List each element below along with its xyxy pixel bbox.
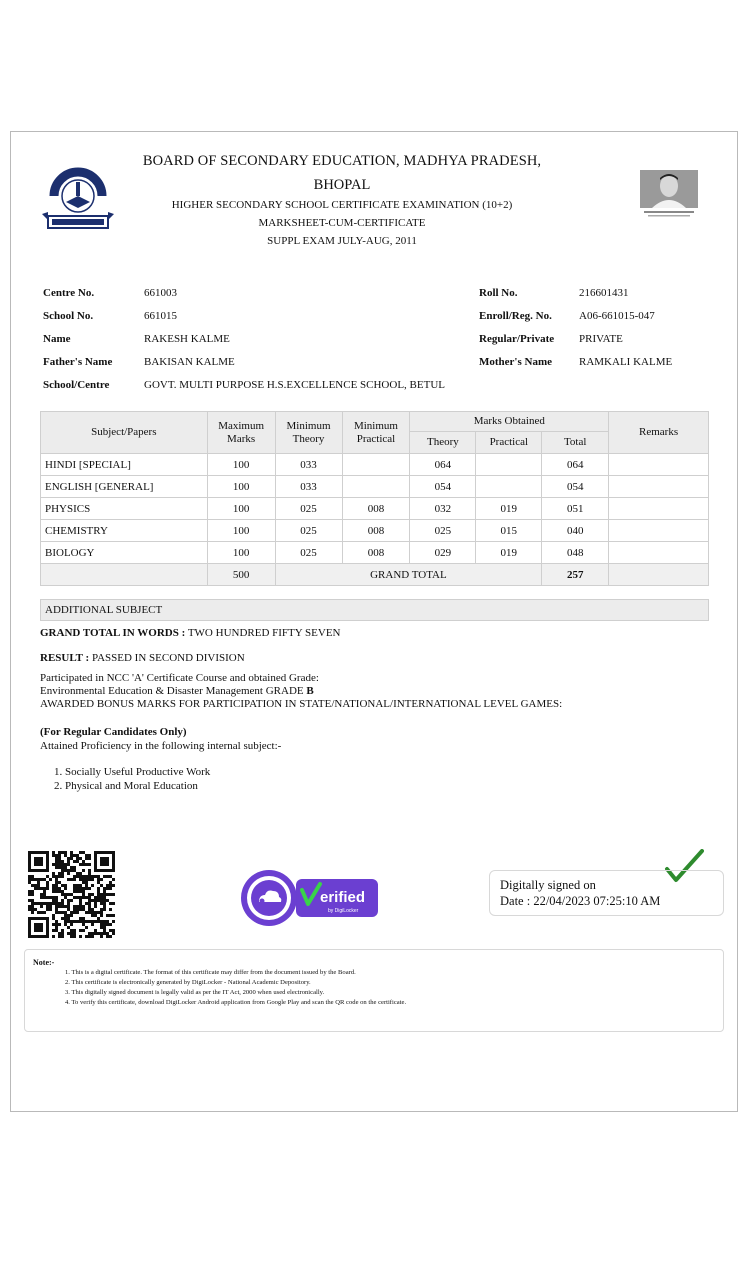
cell-min-theory: 025 <box>275 520 342 542</box>
cell-subject: HINDI [SPECIAL] <box>41 454 208 476</box>
cell-theory: 029 <box>410 542 476 564</box>
cell-remarks <box>609 476 709 498</box>
note-item: 3. This digitally signed document is legally valid as per the IT Act, 2000 when used electronically. <box>65 989 325 996</box>
signed-on-label: Digitally signed on <box>500 878 596 892</box>
table-row <box>41 542 709 564</box>
father-name-label: Father's Name <box>43 356 113 368</box>
result-value: PASSED IN SECOND DIVISION <box>89 652 245 664</box>
header-marks-obtained: Marks Obtained <box>410 412 609 432</box>
header-max-marks: Maximum Marks <box>207 412 275 454</box>
cell-theory: 054 <box>410 476 476 498</box>
table-row <box>41 476 709 498</box>
enroll-label: Enroll/Reg. No. <box>479 310 552 322</box>
cell-min-practical: 008 <box>342 520 410 542</box>
school-centre-label: School/Centre <box>43 379 110 391</box>
exam-title: HIGHER SECONDARY SCHOOL CERTIFICATE EXAMINATION (10+2) <box>171 199 513 211</box>
header-remarks: Remarks <box>609 412 709 454</box>
mother-name-value: RAMKALI KALME <box>579 356 673 368</box>
cell-practical: 019 <box>476 542 542 564</box>
header-theory: Theory <box>410 432 476 454</box>
note-item: 1. This is a digital certificate. The format of this certificate may differ from the document issued by the Board. <box>65 969 356 976</box>
signed-date: Date : 22/04/2023 07:25:10 AM <box>500 894 661 908</box>
verified-word: erified <box>320 889 366 906</box>
header-practical: Practical <box>476 432 542 454</box>
cell-max: 100 <box>207 542 275 564</box>
additional-subject-header: ADDITIONAL SUBJECT <box>40 599 709 621</box>
cell-min-practical: 008 <box>342 542 410 564</box>
cell-remarks <box>609 498 709 520</box>
table-row <box>41 498 709 520</box>
enroll-value: A06-661015-047 <box>579 310 655 322</box>
mother-name-label: Mother's Name <box>479 356 553 368</box>
cell-min-theory: 025 <box>275 498 342 520</box>
grand-total-words-value: TWO HUNDRED FIFTY SEVEN <box>185 627 341 639</box>
grand-total-value: 257 <box>542 564 609 586</box>
cell-total: 051 <box>542 498 609 520</box>
cell-max: 100 <box>207 498 275 520</box>
board-city: BHOPAL <box>313 177 371 193</box>
name-label: Name <box>43 333 71 345</box>
school-label: School No. <box>43 310 94 322</box>
digital-signature-box <box>489 870 724 916</box>
grand-total-row <box>41 564 709 586</box>
cell-theory: 064 <box>410 454 476 476</box>
name-value: RAKESH KALME <box>144 333 230 345</box>
cell-remarks <box>609 454 709 476</box>
note-list <box>65 968 406 1008</box>
cell-min-theory: 025 <box>275 542 342 564</box>
cell-max: 100 <box>207 520 275 542</box>
cell-total: 064 <box>542 454 609 476</box>
marks-table <box>40 411 709 586</box>
centre-value: 661003 <box>144 287 177 299</box>
school-centre-value: GOVT. MULTI PURPOSE H.S.EXCELLENCE SCHOOL, BETUL <box>144 379 445 391</box>
cell-min-practical: 008 <box>342 498 410 520</box>
header-min-practical: Minimum Practical <box>342 412 410 454</box>
cell-subject: CHEMISTRY <box>41 520 208 542</box>
cell-practical: 015 <box>476 520 542 542</box>
grand-total-words <box>40 627 341 639</box>
grand-total-label: GRAND TOTAL <box>275 564 542 586</box>
centre-label: Centre No. <box>43 287 95 299</box>
note-title: Note:- <box>33 958 55 967</box>
header-total: Total <box>542 432 609 454</box>
proficiency-line: Attained Proficiency in the following internal subject:- <box>40 740 282 752</box>
cell-subject: ENGLISH [GENERAL] <box>41 476 208 498</box>
table-row <box>41 520 709 542</box>
cell-practical: 019 <box>476 498 542 520</box>
table-row <box>41 454 709 476</box>
cell-practical <box>476 454 542 476</box>
result-line <box>40 652 245 664</box>
father-name-value: BAKISAN KALME <box>144 356 235 368</box>
header-min-theory: Minimum Theory <box>275 412 342 454</box>
cell-total: 040 <box>542 520 609 542</box>
internal-subject-1: 1. Socially Useful Productive Work <box>54 766 211 778</box>
regular-private-label: Regular/Private <box>479 333 555 345</box>
digilocker-verified-badge <box>240 868 380 928</box>
env-line <box>40 685 314 697</box>
board-title: BOARD OF SECONDARY EDUCATION, MADHYA PRADESH, <box>142 153 542 169</box>
roll-value: 216601431 <box>579 287 629 299</box>
cell-subject: PHYSICS <box>41 498 208 520</box>
cell-remarks <box>609 520 709 542</box>
internal-subject-2: 2. Physical and Moral Education <box>54 780 198 792</box>
exam-session: SUPPL EXAM JULY-AUG, 2011 <box>267 235 417 247</box>
verified-by: by DigiLocker <box>328 908 359 914</box>
grand-total-words-label: GRAND TOTAL IN WORDS : <box>40 627 186 639</box>
note-item: 2. This certificate is electronically generated by DigiLocker - National Academic Depository. <box>65 979 311 986</box>
cell-min-theory: 033 <box>275 454 342 476</box>
note-item: 4. To verify this certificate, download DigiLocker Android application from Google Play and scan the QR code on the certificate. <box>65 999 407 1006</box>
regular-only-note: (For Regular Candidates Only) <box>40 726 187 738</box>
cell-theory: 032 <box>410 498 476 520</box>
roll-label: Roll No. <box>479 287 518 299</box>
cell-max: 100 <box>207 454 275 476</box>
cell-subject: BIOLOGY <box>41 542 208 564</box>
regular-private-value: PRIVATE <box>579 333 623 345</box>
env-grade: B <box>306 685 314 697</box>
env-line-text: Environmental Education & Disaster Management GRADE <box>40 685 307 697</box>
cell-max: 100 <box>207 476 275 498</box>
cell-theory: 025 <box>410 520 476 542</box>
qr-code[interactable] <box>28 851 115 938</box>
cell-min-practical <box>342 454 410 476</box>
school-value: 661015 <box>144 310 177 322</box>
cell-min-theory: 033 <box>275 476 342 498</box>
marksheet-title: MARKSHEET-CUM-CERTIFICATE <box>258 217 426 229</box>
header-subject: Subject/Papers <box>41 412 208 454</box>
cell-total: 048 <box>542 542 609 564</box>
table-header-row <box>41 412 709 432</box>
cell-remarks <box>609 542 709 564</box>
total-max-marks: 500 <box>207 564 275 586</box>
result-label: RESULT : <box>40 652 90 664</box>
bonus-line: AWARDED BONUS MARKS FOR PARTICIPATION IN STATE/NATIONAL/INTERNATIONAL LEVEL GAMES: <box>40 698 563 710</box>
ncc-line: Participated in NCC 'A' Certificate Course and obtained Grade: <box>40 672 319 684</box>
cell-total: 054 <box>542 476 609 498</box>
grand-total-remarks <box>609 564 709 586</box>
cell-practical <box>476 476 542 498</box>
cell-min-practical <box>342 476 410 498</box>
grand-total-blank <box>41 564 208 586</box>
